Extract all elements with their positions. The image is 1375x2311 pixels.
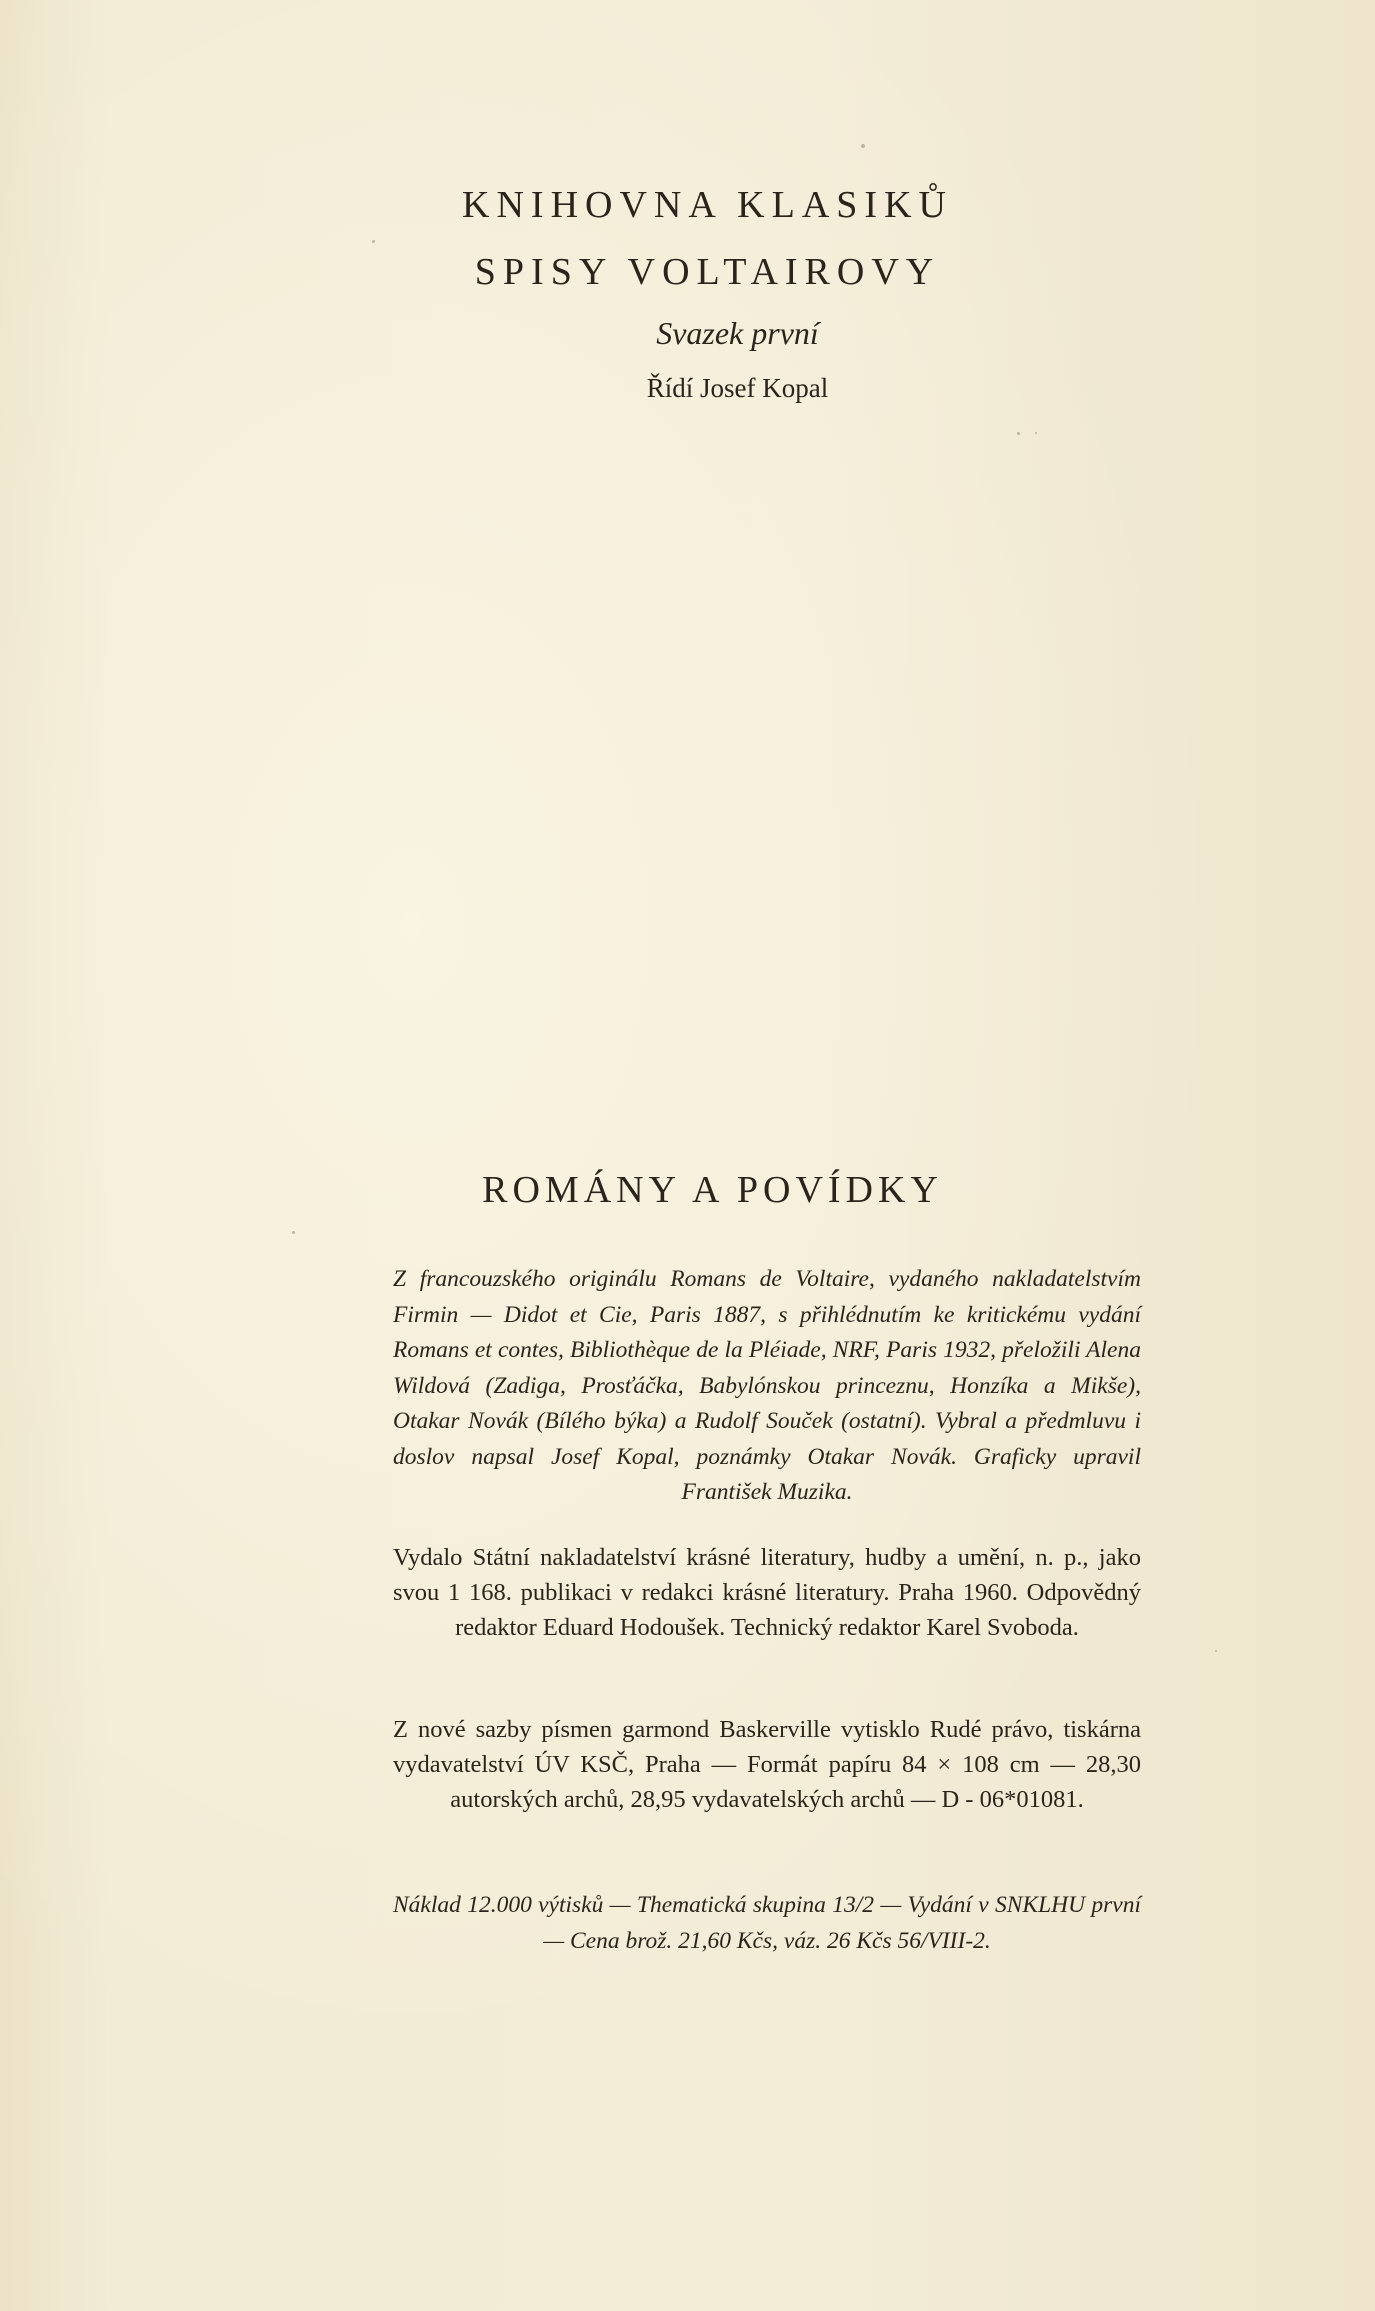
printer-note: Z nové sazby písmen garmond Baskerville vytisklo Rudé právo, tiskárna vydavatelství ÚV KSČ, Praha — Formát papíru 84 × 108 cm — 28,30 autorských archů, 28,95 vydavatelských archů — D - 06*01081. [393,1716,1141,1813]
series-title: KNIHOVNA KLASIKŮ [462,184,953,226]
editor-credit: Řídí Josef Kopal [646,373,829,403]
translation-credits: Z francouzského originálu Romans de Voltaire, vydaného nakladatelstvím Firmin — Didot et Cie, Paris 1887, s přihlédnutím ke kritickému vydání Romans et contes, Bibliothèque de la Pléiade, NRF, Paris 1932, přeložili Alena Wildová (Zadiga, Prosťáčka, Babylónskou princeznu, Honzíka a Mikše), Otakar Novák (Bílého býka) a Rudolf Souček (ostatní). Vybral a předmluvu i doslov napsal Josef Kopal, poznámky Otakar Novák. Graficky upravil František Muzika. [393,1266,1141,1505]
paper-speck [292,1231,295,1234]
publisher-note: Vydalo Státní nakladatelství krásné literatury, hudby a umění, n. p., jako svou 1 168. publikaci v redakci krásné literatury. Praha 1960. Odpovědný redaktor Eduard Hodoušek. Technický redaktor Karel Svoboda. [393,1544,1141,1641]
paper-speck [1017,432,1020,435]
paper-speck [1035,432,1037,434]
volume-label: Svazek první [656,315,819,351]
paper-speck [1215,1650,1217,1652]
collection-title: SPISY VOLTAIROVY [474,251,941,293]
colophon: Náklad 12.000 výtisků — Thematická skupina 13/2 — Vydání v SNKLHU první — Cena brož. 21,60 Kčs, váz. 26 Kčs 56/VIII-2. [393,1892,1141,1954]
book-title: ROMÁNY A POVÍDKY [482,1169,943,1211]
paper-speck [372,240,375,243]
paper-speck [861,144,865,148]
